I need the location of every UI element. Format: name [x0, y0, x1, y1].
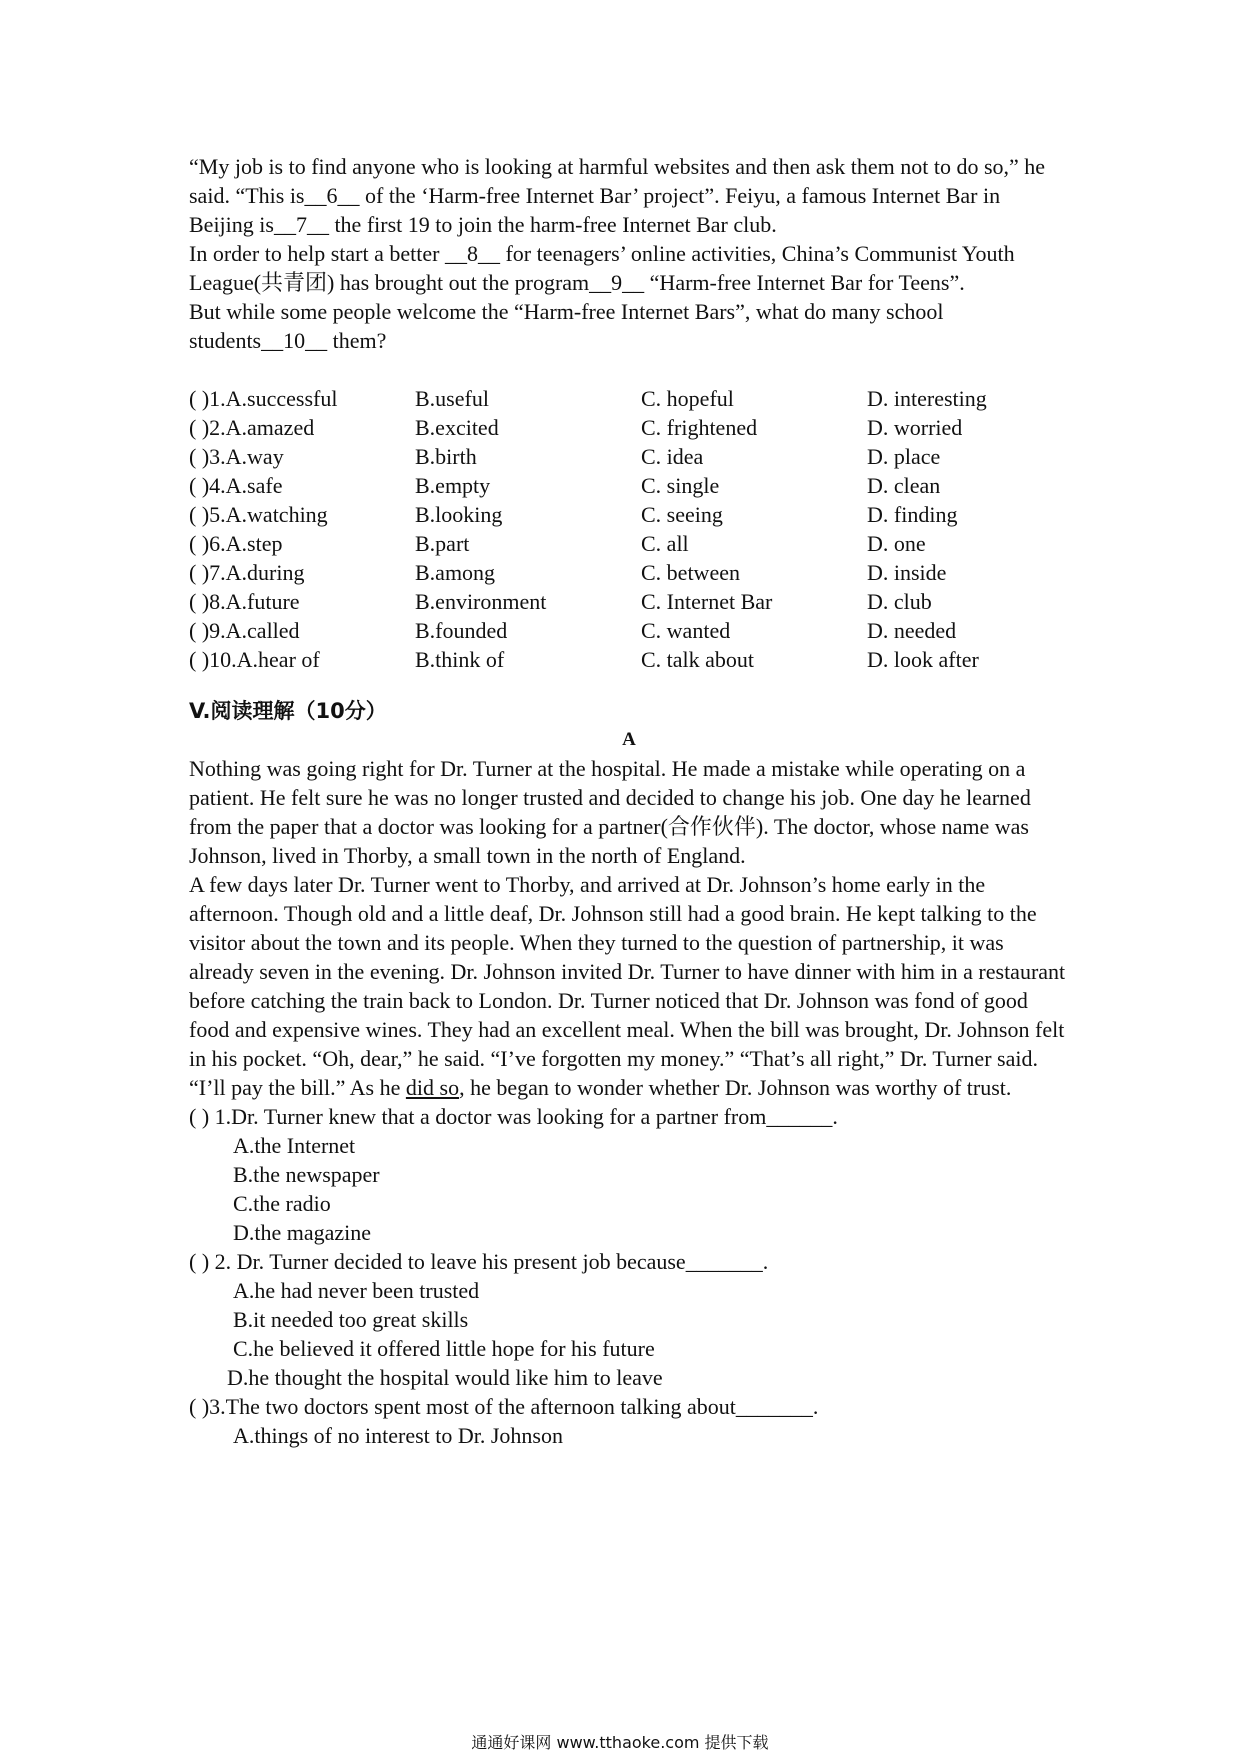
reading-paragraph: Nothing was going right for Dr. Turner at the hospital. He made a mistake while operating on a patient. He felt sure he was no longer trusted and decided to change his job. One day he learned from the paper that a doctor was looking for a partner(合作伙伴). The doctor, whose name was Johnson, lived in Thorby, a small town in the north of England. — [189, 756, 1031, 868]
option-c: C. idea — [641, 444, 704, 469]
option-d: D. look after — [867, 647, 979, 672]
option-c: C. Internet Bar — [641, 589, 773, 614]
cloze-option-row — [189, 616, 1069, 645]
option-b: B.looking — [415, 502, 503, 527]
option-b: B.founded — [415, 618, 508, 643]
question-option: D.he thought the hospital would like him to leave — [227, 1365, 663, 1390]
question-option: C.the radio — [233, 1191, 331, 1216]
question-stem: ( ) 1.Dr. Turner knew that a doctor was looking for a partner from______. — [189, 1104, 838, 1129]
option-b: B.empty — [415, 473, 491, 498]
option-b: B.birth — [415, 444, 477, 469]
option-b: B.excited — [415, 415, 499, 440]
option-a: ( )7.A.during — [189, 560, 305, 585]
option-c: C. hopeful — [641, 386, 734, 411]
option-a: ( )3.A.way — [189, 444, 284, 469]
option-b: B.useful — [415, 386, 489, 411]
cloze-option-row — [189, 558, 1069, 587]
reading-paragraph — [189, 870, 1069, 1102]
option-a: ( )9.A.called — [189, 618, 300, 643]
option-c: C. between — [641, 560, 740, 585]
option-a: ( )10.A.hear of — [189, 647, 320, 672]
question-option: D.the magazine — [233, 1220, 372, 1245]
option-a: ( )1.A.successful — [189, 386, 338, 411]
cloze-option-row — [189, 384, 1069, 413]
option-d: D. place — [867, 444, 941, 469]
question-option: C.he believed it offered little hope for his future — [233, 1336, 655, 1361]
question-option: A.things of no interest to Dr. Johnson — [233, 1423, 563, 1448]
option-d: D. interesting — [867, 386, 987, 411]
page-footer: 通通好课网 www.tthaoke.com 提供下载 — [471, 1733, 769, 1752]
option-d: D. one — [867, 531, 926, 556]
option-b: B.environment — [415, 589, 547, 614]
option-c: C. single — [641, 473, 720, 498]
option-a: ( )4.A.safe — [189, 473, 283, 498]
option-c: C. frightened — [641, 415, 758, 440]
reading-text: A few days later Dr. Turner went to Thorby, and arrived at Dr. Johnson’s home early in the afternoon. Though old and a little deaf, Dr. Johnson still had a good brain. He kept talking to the visitor about the town and its people. When they turned to the question of partnership, it was already seven in the evening. Dr. Johnson invited Dr. Turner to have dinner with him in a restaurant before catching the train back to London. Dr. Turner noticed that Dr. Johnson was fond of good food and expensive wines. They had an excellent meal. When the bill was brought, Dr. Johnson felt in his pocket. “Oh, dear,” he said. “I’ve forgotten my money.” “That’s all right,” Dr. Turner said. “I’ll pay the bill.” As he — [189, 872, 1066, 1100]
option-d: D. inside — [867, 560, 947, 585]
cloze-option-row — [189, 645, 1069, 674]
reading-text: , he began to wonder whether Dr. Johnson was worthy of trust. — [459, 1075, 1012, 1100]
passage-paragraph: In order to help start a better __8__ for teenagers’ online activities, China’s Communist Youth League(共青团) has brought out the program__9__ “Harm-free Internet Bar for Teens”. — [189, 241, 1015, 295]
cloze-option-row — [189, 413, 1069, 442]
option-d: D. club — [867, 589, 932, 614]
question-option: A.the Internet — [233, 1133, 356, 1158]
page-content — [189, 152, 1069, 1450]
section-heading: V.阅读理解（10分） — [189, 699, 387, 723]
section-label: A — [622, 729, 636, 750]
option-d: D. needed — [867, 618, 957, 643]
cloze-option-row — [189, 500, 1069, 529]
passage-paragraph: “My job is to find anyone who is looking at harmful websites and then ask them not to do so,” he said. “This is__6__ of the ‘Harm-free Internet Bar’ project”. Feiyu, a famous Internet Bar in Beijing is__7__ the first 19 to join the harm-free Internet Bar club. — [189, 154, 1046, 237]
cloze-option-row — [189, 529, 1069, 558]
underlined-phrase: did so — [405, 1075, 460, 1100]
option-b: B.part — [415, 531, 470, 556]
option-d: D. finding — [867, 502, 958, 527]
option-a: ( )5.A.watching — [189, 502, 328, 527]
question-option: A.he had never been trusted — [233, 1278, 480, 1303]
question-option: B.it needed too great skills — [233, 1307, 469, 1332]
option-b: B.among — [415, 560, 496, 585]
option-c: C. wanted — [641, 618, 731, 643]
option-b: B.think of — [415, 647, 505, 672]
passage-paragraph: But while some people welcome the “Harm-free Internet Bars”, what do many school students__10__ them? — [189, 299, 944, 353]
option-a: ( )6.A.step — [189, 531, 283, 556]
option-d: D. clean — [867, 473, 941, 498]
cloze-option-row — [189, 471, 1069, 500]
option-d: D. worried — [867, 415, 963, 440]
cloze-option-row — [189, 442, 1069, 471]
question-stem: ( )3.The two doctors spent most of the afternoon talking about_______. — [189, 1394, 819, 1419]
option-c: C. seeing — [641, 502, 723, 527]
question-stem: ( ) 2. Dr. Turner decided to leave his present job because_______. — [189, 1249, 769, 1274]
option-a: ( )2.A.amazed — [189, 415, 315, 440]
option-a: ( )8.A.future — [189, 589, 300, 614]
option-c: C. talk about — [641, 647, 755, 672]
option-c: C. all — [641, 531, 689, 556]
cloze-option-row — [189, 587, 1069, 616]
cloze-options-table — [189, 384, 1069, 674]
question-option: B.the newspaper — [233, 1162, 380, 1187]
